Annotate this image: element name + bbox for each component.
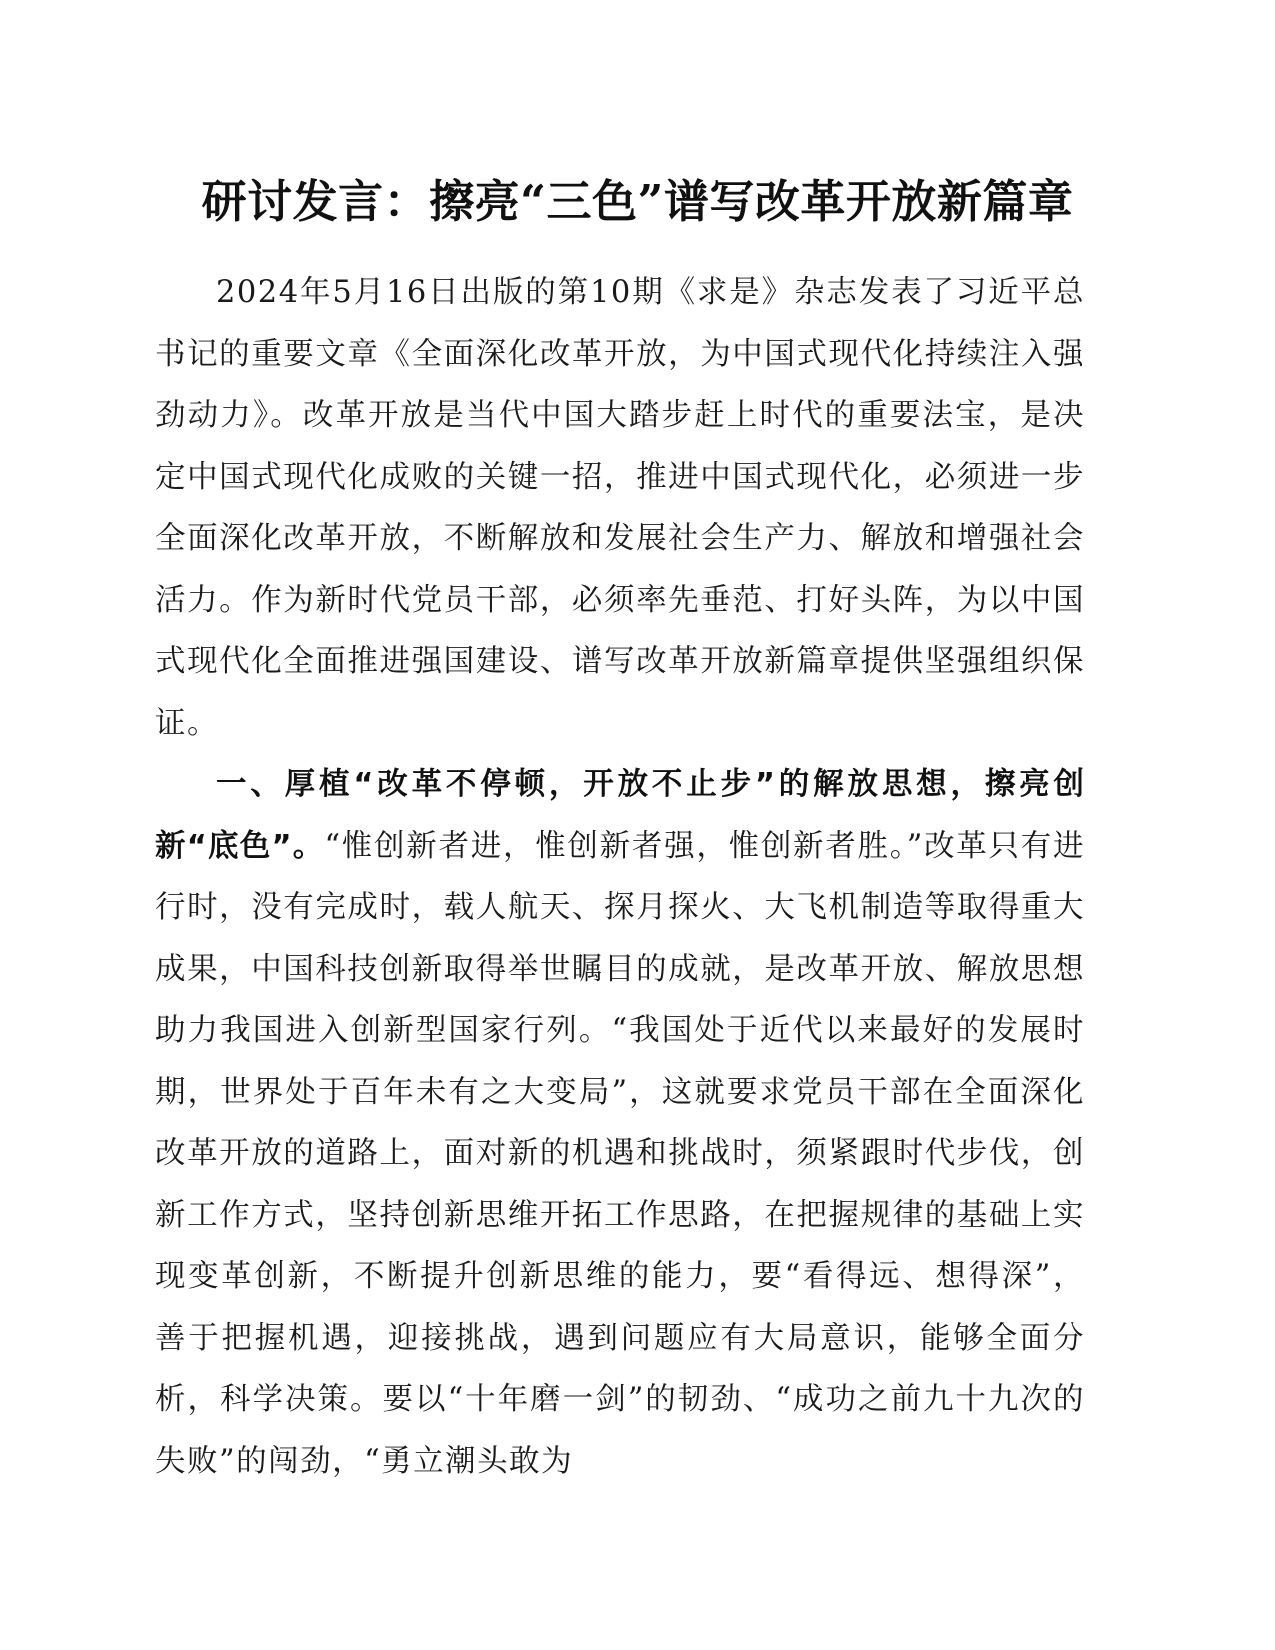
section-heading: 一、厚植“改革不停顿，开放不止步”的解放思想，擦亮创新“底色”。 [155, 767, 1085, 864]
section-1-text: “惟创新者进，惟创新者强，惟创新者胜。”改革只有进行时，没有完成时，载人航天、探月探火、大飞机制造等取得重大成果，中国科技创新取得举世瞩目的成就，是改革开放、解放思想助力我国进入创新型国家行列。“我国处于近代以来最好的发展时期，世界处于百年未有之大变局”，这就要求党员干部在全面深化改革开放的道路上，面对新的机遇和挑战时，须紧跟时代步伐，创新工作方式，坚持创新思维开拓工作思路，在把握规律的基础上实现变革创新，不断提升创新思维的能力，要“看得远、想得深”，善于把握机遇，迎接挑战，遇到问题应有大局意识，能够全面分析，科学决策。要以“十年磨一剑”的韧劲、“成功之前九十九次的失败”的闯劲，“勇立潮头敢为 [155, 828, 1085, 1479]
paragraph-intro: 2024年5月16日出版的第10期《求是》杂志发表了习近平总书记的重要文章《全面深化改革开放，为中国式现代化持续注入强劲动力》。改革开放是当代中国大踏步赶上时代的重要法宝，是决定中国式现代化成败的关键一招，推进中国式现代化，必须进一步全面深化改革开放，不断解放和发展社会生产力、解放和增强社会活力。作为新时代党员干部，必须率先垂范、打好头阵，为以中国式现代化全面推进强国建设、谱写改革开放新篇章提供坚强组织保证。 [155, 275, 1085, 741]
paragraph-section-1 [155, 754, 1085, 1492]
document-body [155, 262, 1085, 1492]
document-title: 研讨发言：擦亮“三色”谱写改革开放新篇章 [201, 175, 1074, 228]
